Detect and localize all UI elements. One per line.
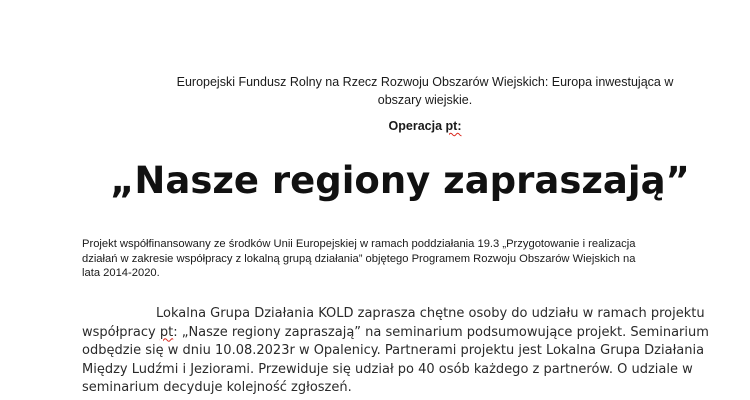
paragraph-line-3: odbędzie się w dniu 10.08.2023r w Opalenicy. Partnerami projektu jest Lokalna Grupa Działania — [82, 343, 705, 358]
operation-abbreviation: pt: — [445, 119, 462, 133]
paragraph-line-1: Lokalna Grupa Działania KOLD zaprasza chętne osoby do udziału w ramach projektu — [156, 306, 705, 321]
funding-line-3: lata 2014-2020. — [82, 267, 160, 279]
paragraph-line-2-end: : „Nasze regiony zapraszają” na seminarium podsumowujące projekt. Seminarium — [173, 324, 709, 340]
paragraph-line-2-start: współpracy — [82, 324, 160, 340]
invitation-paragraph — [82, 305, 722, 398]
paragraph-line-5: seminarium decyduje kolejność zgłoszeń. — [82, 380, 352, 395]
paragraph-line-2 — [82, 324, 722, 343]
project-title: „Nasze regiony zapraszają” — [110, 159, 690, 202]
funding-line-2: działań w zakresie współpracy z lokalną grupą działania” objętego Programem Rozwoju Obszarów Wiejskich na — [82, 252, 636, 265]
paragraph-line-4: Między Ludźmi i Jeziorami. Przewiduje się udział po 40 osób każdego z partnerów. O udziale w — [82, 361, 693, 377]
paragraph-abbreviation: pt — [159, 324, 174, 340]
funding-line-1: Projekt współfinansowany ze środków Unii Europejskiej w ramach poddziałania 19.3 „Przygotowanie i realizacja — [82, 238, 636, 250]
program-header-line-2: obszary wiejskie. — [377, 93, 473, 107]
operation-label — [130, 119, 720, 133]
program-header-line-1: Europejski Fundusz Rolny na Rzecz Rozwoju Obszarów Wiejskich: Europa inwestująca w — [176, 75, 674, 89]
funding-statement — [82, 237, 722, 281]
operation-label-text: Operacja — [388, 119, 443, 133]
